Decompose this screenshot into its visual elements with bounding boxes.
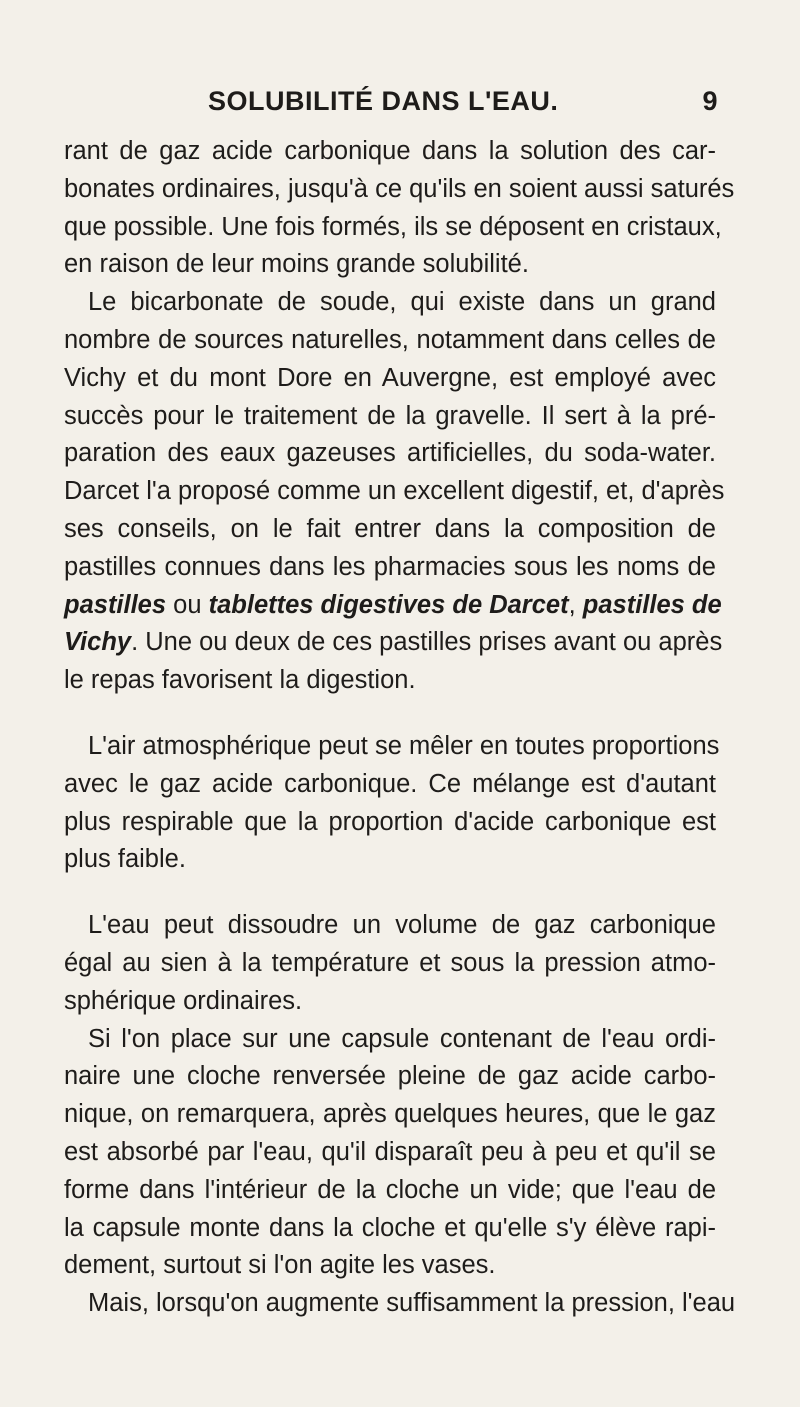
- italic-text: tablettes digestives de Darcet: [208, 590, 569, 619]
- text-line: forme dans l'intérieur de la cloche un vide; que l'eau de: [64, 1175, 716, 1204]
- text-line: nique, on remarquera, après quelques heures, que le gaz: [64, 1100, 716, 1129]
- text-line: Le bicarbonate de soude, qui existe dans un grand: [88, 288, 716, 317]
- text-line: la capsule monte dans la cloche et qu'elle s'y élève rapi-: [64, 1213, 716, 1242]
- text-line: le repas favorisent la digestion.: [64, 666, 416, 695]
- text-line: [64, 587, 722, 625]
- body-text: [64, 133, 736, 1323]
- text-line: en raison de leur moins grande solubilité.: [64, 250, 529, 279]
- text-line: plus faible.: [64, 845, 186, 874]
- running-header: [208, 86, 718, 117]
- paragraph: [64, 133, 735, 284]
- text-line: ses conseils, on le fait entrer dans la composition de: [64, 514, 716, 543]
- italic-text: pastilles de: [582, 590, 722, 619]
- text-line: succès pour le traitement de la gravelle. Il sert à la pré-: [64, 401, 716, 430]
- text-line: Si l'on place sur une capsule contenant de l'eau ordi-: [88, 1024, 716, 1053]
- text-line: plus respirable que la proportion d'acide carbonique est: [64, 807, 716, 836]
- text-line: sphérique ordinaires.: [64, 986, 303, 1015]
- paragraph-gap: [64, 700, 716, 728]
- text-line: égal au sien à la température et sous la pression atmo-: [64, 948, 716, 977]
- text-line: paration des eaux gazeuses artificielles, du soda-water.: [64, 439, 716, 468]
- text-line: naire une cloche renversée pleine de gaz acide carbo-: [64, 1062, 716, 1091]
- paragraph: [64, 728, 720, 879]
- italic-text: pastilles: [64, 590, 167, 619]
- text-fragment: ou: [166, 590, 209, 619]
- text-line: L'eau peut dissoudre un volume de gaz carbonique: [88, 911, 716, 940]
- text-line: Mais, lorsqu'on augmente suffisamment la pression, l'eau: [88, 1289, 736, 1318]
- paragraph: [64, 1021, 716, 1286]
- paragraph-gap: [64, 879, 716, 907]
- text-line: L'air atmosphérique peut se mêler en toutes proportions: [88, 731, 720, 760]
- text-line: Vichy et du mont Dore en Auvergne, est employé avec: [64, 363, 716, 392]
- text-line: pastilles connues dans les pharmacies sous les noms de: [64, 552, 716, 581]
- paragraph: [64, 907, 716, 1020]
- text-line: avec le gaz acide carbonique. Ce mélange est d'autant: [64, 769, 716, 798]
- text-line: bonates ordinaires, jusqu'à ce qu'ils en soient aussi saturés: [64, 174, 735, 203]
- paragraph: [64, 284, 725, 700]
- text-line: que possible. Une fois formés, ils se déposent en cristaux,: [64, 212, 722, 241]
- text-line: [64, 624, 723, 662]
- running-title: SOLUBILITÉ DANS L'EAU.: [208, 86, 559, 116]
- text-line: nombre de sources naturelles, notamment dans celles de: [64, 325, 716, 354]
- italic-text: Vichy: [64, 628, 132, 657]
- paragraph: [64, 1285, 736, 1323]
- text-fragment: ,: [568, 590, 583, 619]
- text-line: est absorbé par l'eau, qu'il disparaît peu à peu et qu'il se: [64, 1137, 716, 1166]
- text-line: Darcet l'a proposé comme un excellent digestif, et, d'après: [64, 477, 725, 506]
- page-number: 9: [702, 86, 718, 116]
- text-line: rant de gaz acide carbonique dans la solution des car-: [64, 137, 716, 165]
- text-fragment: . Une ou deux de ces pastilles prises avant ou après: [131, 628, 723, 657]
- text-line: dement, surtout si l'on agite les vases.: [64, 1251, 496, 1280]
